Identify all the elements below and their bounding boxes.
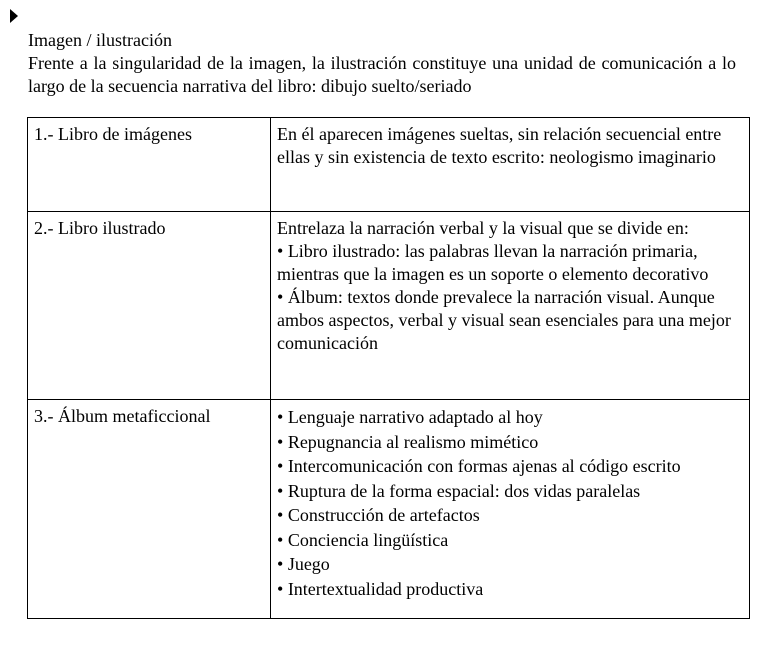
row-label-cell — [28, 118, 271, 212]
row-lead-text: Entrelaza la narración verbal y la visual que se divide en: — [277, 218, 689, 238]
row-label-cell — [28, 400, 271, 619]
list-item: • Intercomunicación con formas ajenas al código escrito — [277, 454, 743, 479]
row-description: En él aparecen imágenes sueltas, sin relación secuencial entre ellas y sin existencia de texto escrito: neologismo imaginario — [277, 124, 722, 167]
list-item: • Conciencia lingüística — [277, 528, 743, 553]
list-item: • Repugnancia al realismo mimético — [277, 430, 743, 455]
list-item: • Álbum: textos donde prevalece la narración visual. Aunque ambos aspectos, verbal y visual sean esenciales para una mejor comunicación — [277, 286, 743, 355]
list-item: • Construcción de artefactos — [277, 503, 743, 528]
section-heading: Imagen / ilustración — [28, 30, 172, 50]
row-description-cell — [271, 118, 750, 212]
row-label: 3.- Álbum metaficcional — [34, 406, 211, 426]
row-label-cell — [28, 212, 271, 400]
intro-paragraph: Frente a la singularidad de la imagen, la ilustración constituye una unidad de comunicación a lo largo de la secuencia narrativa del libro: dibujo suelto/seriado — [28, 53, 736, 96]
table-row — [28, 400, 750, 619]
classification-table — [27, 117, 750, 619]
list-item: • Lenguaje narrativo adaptado al hoy — [277, 405, 743, 430]
row-label: 1.- Libro de imágenes — [34, 124, 192, 144]
row-label: 2.- Libro ilustrado — [34, 218, 166, 238]
list-item: • Juego — [277, 552, 743, 577]
row-description-cell — [271, 212, 750, 400]
list-item: • Libro ilustrado: las palabras llevan la narración primaria, mientras que la imagen es un soporte o elemento decorativo — [277, 240, 743, 286]
collapse-toggle-icon[interactable] — [10, 9, 18, 23]
feature-list — [277, 405, 743, 601]
table-row — [28, 212, 750, 400]
row-description-cell — [271, 400, 750, 619]
list-item: • Intertextualidad productiva — [277, 577, 743, 602]
table-row — [28, 118, 750, 212]
list-item: • Ruptura de la forma espacial: dos vidas paralelas — [277, 479, 743, 504]
